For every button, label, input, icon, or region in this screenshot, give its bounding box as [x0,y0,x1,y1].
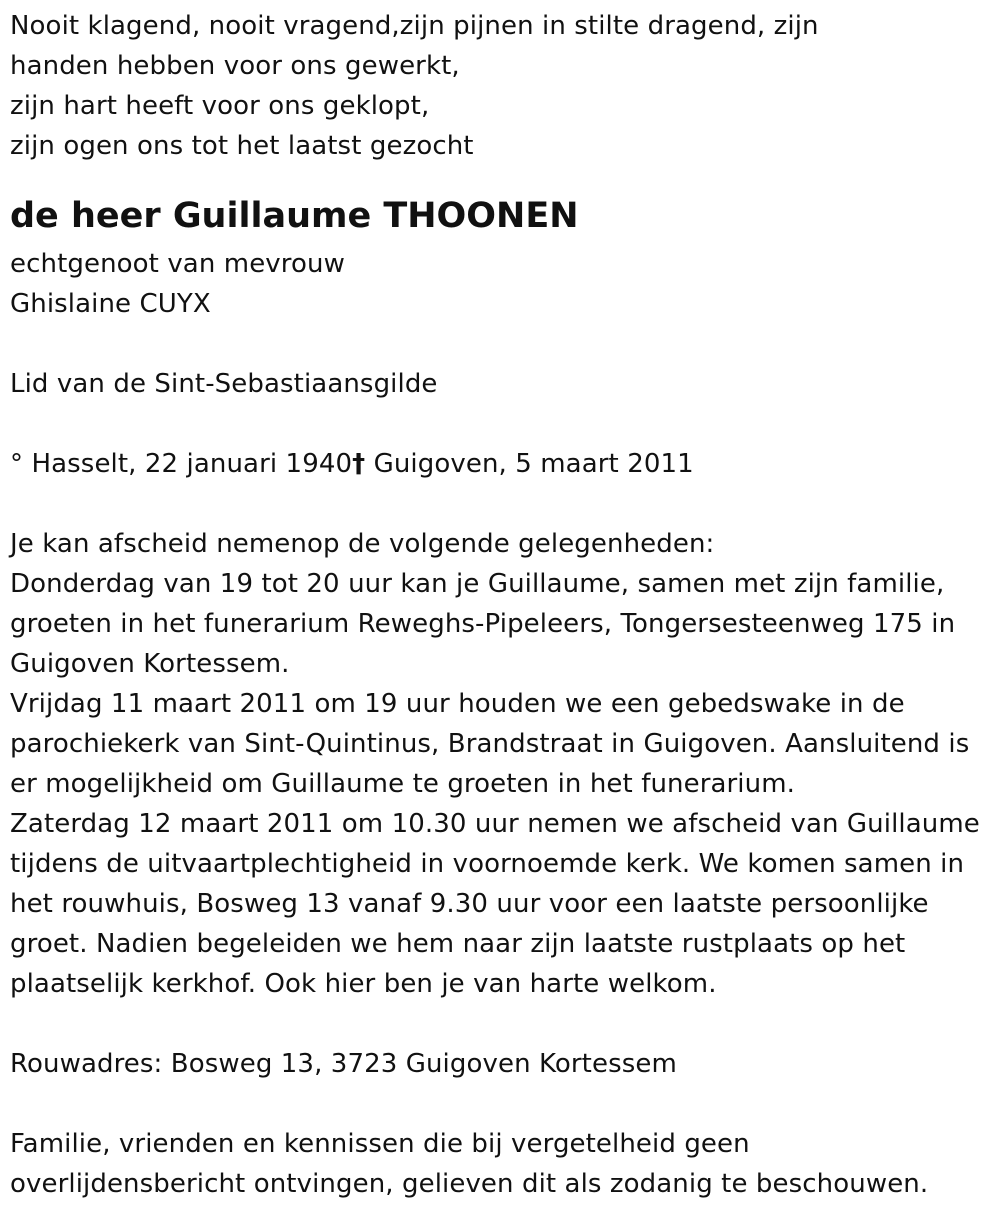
farewell-line: Je kan afscheid nemenop de volgende gelegenheden: [10,529,715,559]
membership: Lid van de Sint-Sebastiaansgilde [10,369,438,399]
farewell-line: plaatselijk kerkhof. Ook hier ben je van harte welkom. [10,969,717,999]
farewell-line: er mogelijkheid om Guillaume te groeten in het funerarium. [10,769,795,799]
closing-line: Familie, vrienden en kennissen die bij vergetelheid geen [10,1129,750,1159]
closing-paragraph [10,1124,1000,1204]
farewell-line: groeten in het funerarium Reweghs-Pipeleers, Tongersesteenweg 175 in [10,609,956,639]
closing-line: overlijdensbericht ontvingen, gelieven dit als zodanig te beschouwen. [10,1169,929,1199]
spouse-name: Ghislaine CUYX [10,289,211,319]
mourning-address: Rouwadres: Bosweg 13, 3723 Guigoven Kortessem [10,1049,677,1079]
cross-icon: † [352,449,366,479]
farewell-line: parochiekerk van Sint-Quintinus, Brandstraat in Guigoven. Aansluitend is [10,729,970,759]
poem-line: Nooit klagend, nooit vragend,zijn pijnen in stilte dragend, zijn [10,11,819,41]
birth-info: ° Hasselt, 22 januari 1940 [10,449,353,479]
farewell-line: groet. Nadien begeleiden we hem naar zijn laatste rustplaats op het [10,929,906,959]
death-info: Guigoven, 5 maart 2011 [365,449,694,479]
farewell-line: Guigoven Kortessem. [10,649,290,679]
poem-line: zijn ogen ons tot het laatst gezocht [10,131,474,161]
farewell-line: Vrijdag 11 maart 2011 om 19 uur houden we een gebedswake in de [10,689,905,719]
farewell-line: Donderdag van 19 tot 20 uur kan je Guillaume, samen met zijn familie, [10,569,945,599]
farewell-line: Zaterdag 12 maart 2011 om 10.30 uur nemen we afscheid van Guillaume [10,809,980,839]
farewell-line: tijdens de uitvaartplechtigheid in voornoemde kerk. We komen samen in [10,849,965,879]
farewell-paragraph [10,524,1000,1004]
poem-line: handen hebben voor ons gewerkt, [10,51,460,81]
poem-line: zijn hart heeft voor ons geklopt, [10,91,430,121]
farewell-line: het rouwhuis, Bosweg 13 vanaf 9.30 uur voor een laatste persoonlijke [10,889,929,919]
life-dates [10,444,1000,484]
spouse-line: echtgenoot van mevrouw [10,249,345,279]
poem [10,6,1000,166]
deceased-name: de heer Guillaume THOONEN [10,196,579,236]
